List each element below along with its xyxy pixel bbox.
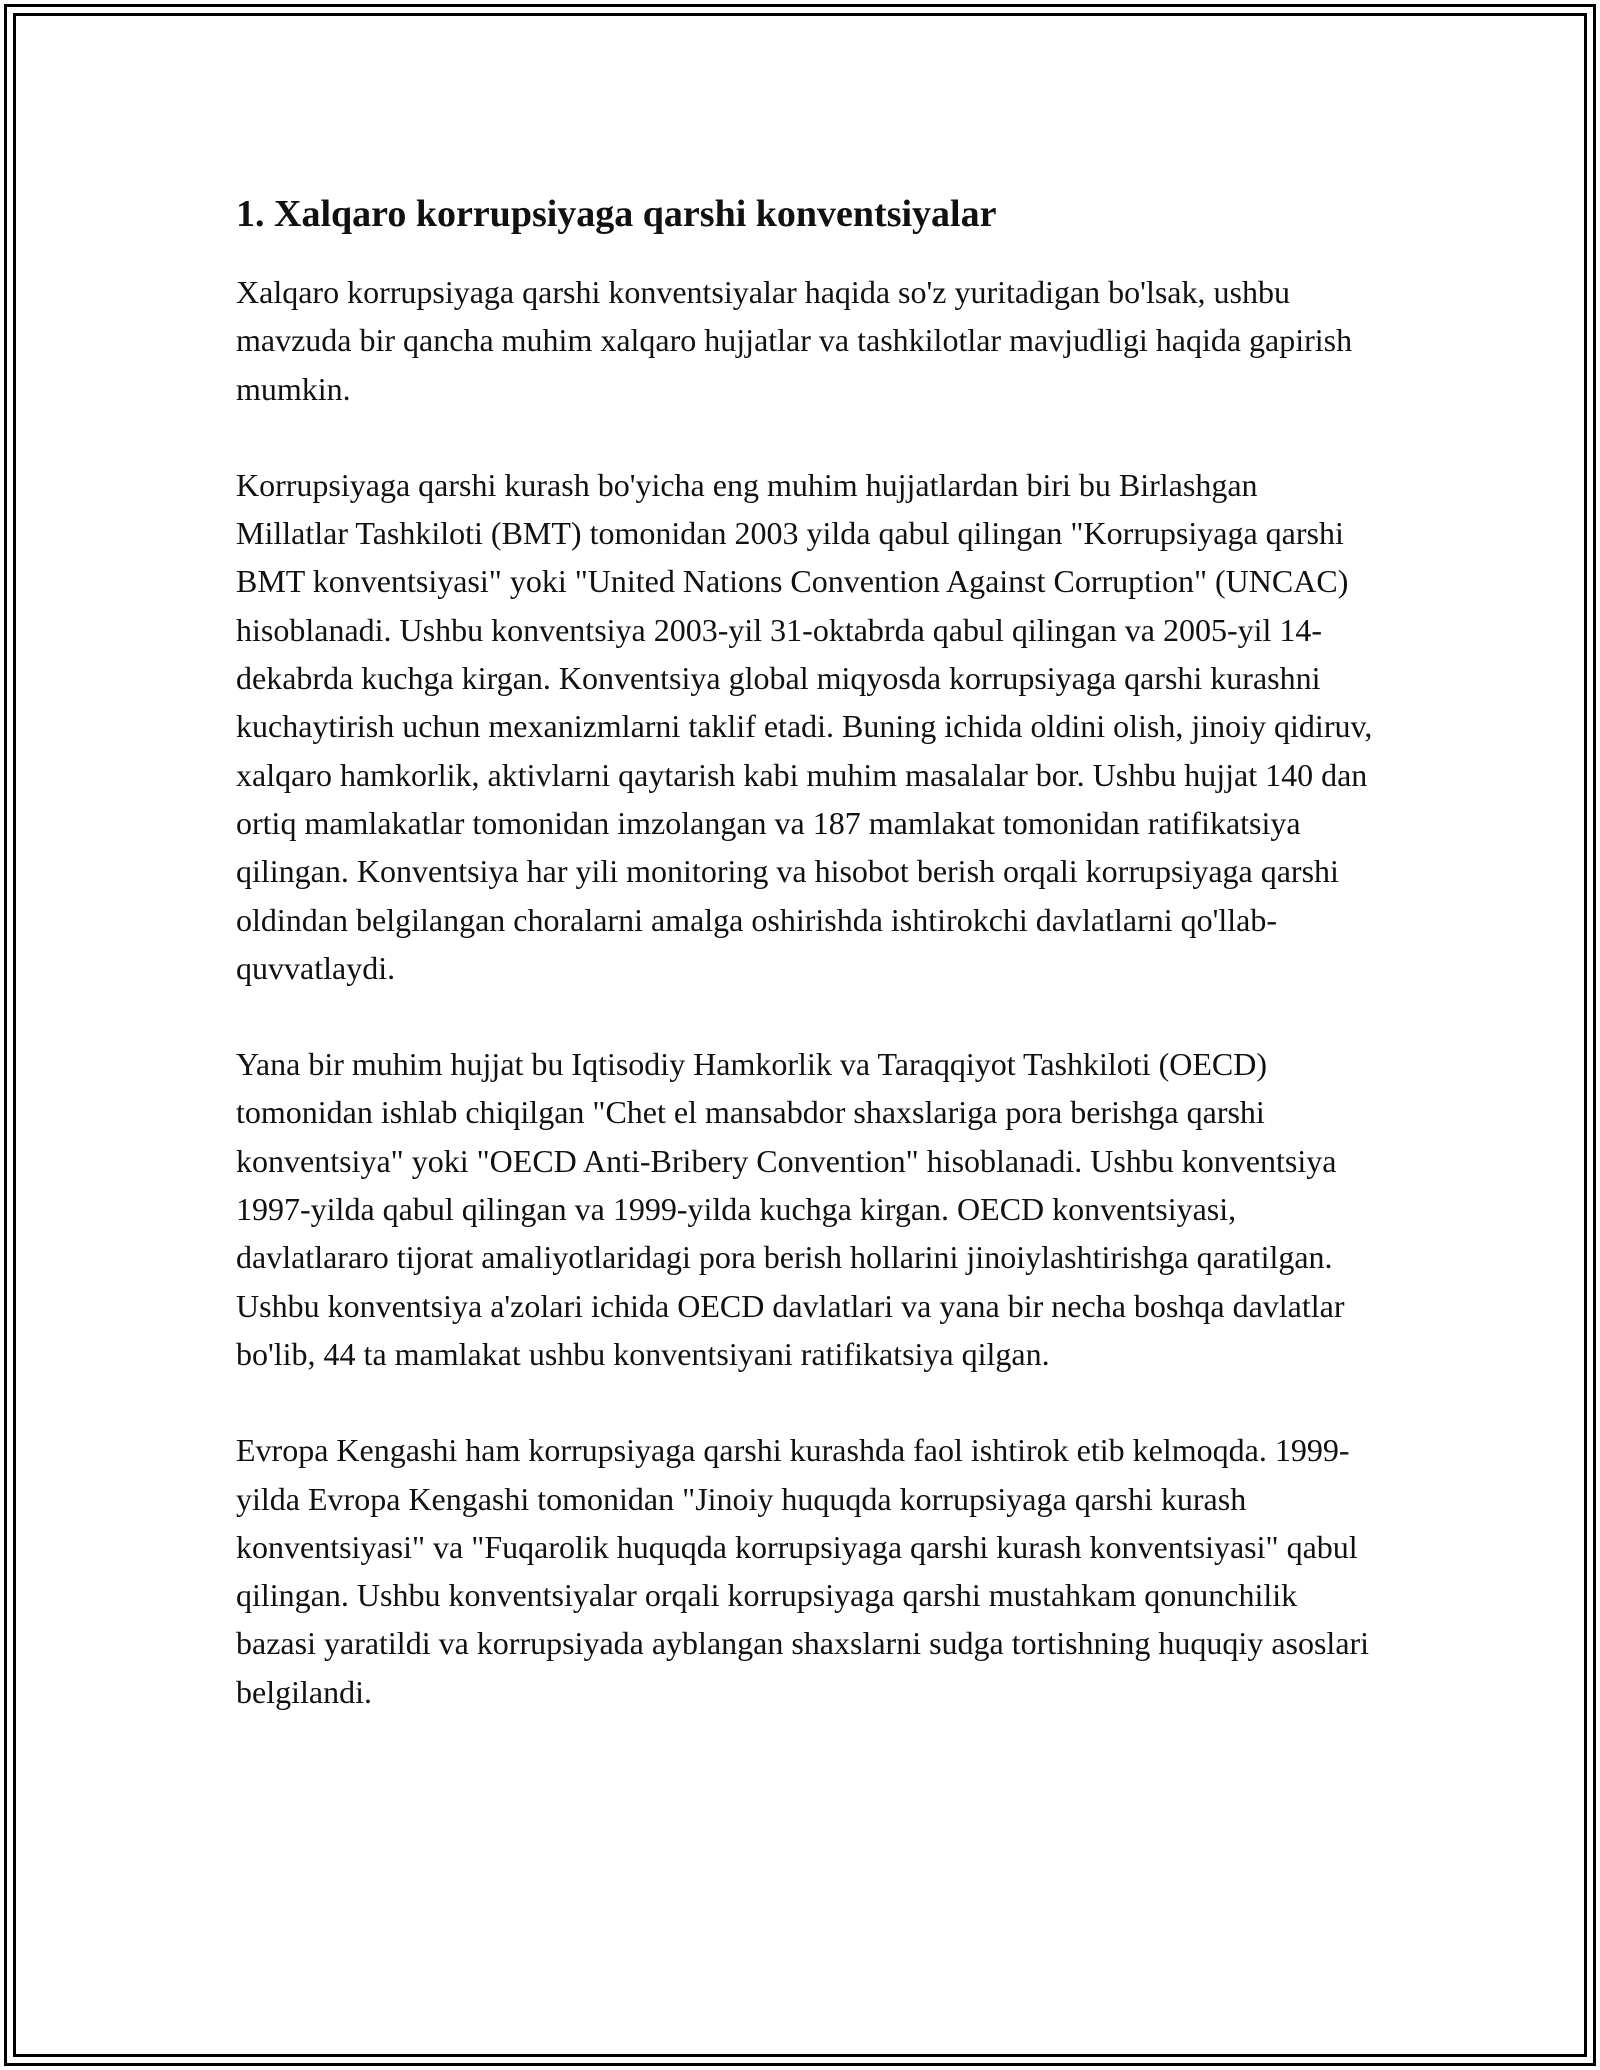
section-heading: 1. Xalqaro korrupsiyaga qarshi konventsiyalar [236, 193, 997, 235]
document-body [236, 190, 1376, 1764]
paragraph-oecd: Yana bir muhim hujjat bu Iqtisodiy Hamkorlik va Taraqqiyot Tashkiloti (OECD) tomonidan ishlab chiqilgan "Chet el mansabdor shaxslariga pora berishga qarshi konventsiya" yoki "OECD Anti-Bribery Convention" hisoblanadi. Ushbu konventsiya 1997-yilda qabul qilingan va 1999-yilda kuchga kirgan. OECD konventsiyasi, davlatlararo tijorat amaliyotlaridagi pora berish hollarini jinoiylashtirishga qaratilgan. Ushbu konventsiya a'zolari ichida OECD davlatlari va yana bir necha boshqa davlatlar bo'lib, 44 ta mamlakat ushbu konventsiyani ratifikatsiya qilgan. [236, 1046, 1345, 1372]
paragraph-council-of-europe: Evropa Kengashi ham korrupsiyaga qarshi kurashda faol ishtirok etib kelmoqda. 1999-yilda Evropa Kengashi tomonidan "Jinoiy huquqda korrupsiyaga qarshi kurash konventsiyasi" va "Fuqarolik huquqda korrupsiyaga qarshi kurash konventsiyasi" qabul qilingan. Ushbu konventsiyalar orqali korrupsiyaga qarshi mustahkam qonunchilik bazasi yaratildi va korrupsiyada ayblangan shaxslarni sudga tortishning huquqiy asoslari belgilandi. [236, 1432, 1370, 1710]
paragraph-uncac: Korrupsiyaga qarshi kurash bo'yicha eng muhim hujjatlardan biri bu Birlashgan Millatlar Tashkiloti (BMT) tomonidan 2003 yilda qabul qilingan "Korrupsiyaga qarshi BMT konventsiyasi" yoki "United Nations Convention Against Corruption" (UNCAC) hisoblanadi. Ushbu konventsiya 2003-yil 31-oktabrda qabul qilingan va 2005-yil 14-dekabrda kuchga kirgan. Konventsiya global miqyosda korrupsiyaga qarshi kurashni kuchaytirish uchun mexanizmlarni taklif etadi. Buning ichida oldini olish, jinoiy qidiruv, xalqaro hamkorlik, aktivlarni qaytarish kabi muhim masalalar bor. Ushbu hujjat 140 dan ortiq mamlakatlar tomonidan imzolangan va 187 mamlakat tomonidan ratifikatsiya qilingan. Konventsiya har yili monitoring va hisobot berish orqali korrupsiyaga qarshi oldindan belgilangan choralarni amalga oshirishda ishtirokchi davlatlarni qo'llab-quvvatlaydi. [236, 466, 1373, 986]
paragraph-intro: Xalqaro korrupsiyaga qarshi konventsiyalar haqida so'z yuritadigan bo'lsak, ushbu mavzuda bir qancha muhim xalqaro hujjatlar va tashkilotlar mavjudligi haqida gapirish mumkin. [236, 274, 1353, 407]
